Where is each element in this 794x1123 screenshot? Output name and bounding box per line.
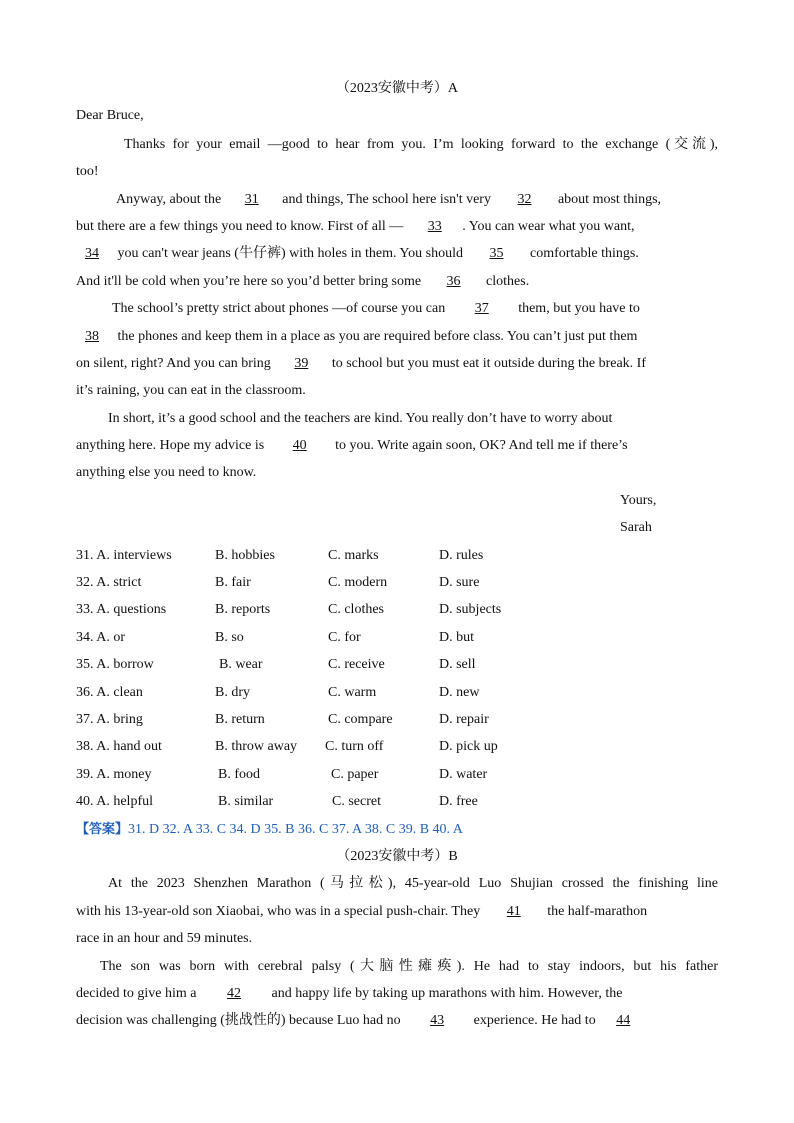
option-31-b[interactable]: B. hobbies	[215, 548, 275, 563]
passage-a-line-3: Anyway, about the 31 and things, The school here isn't very 32 about most things,	[116, 192, 662, 207]
option-33-c[interactable]: C. clothes	[328, 602, 384, 617]
option-37-a[interactable]: 37. A. bring	[76, 712, 143, 727]
option-38-b[interactable]: B. throw away	[215, 739, 298, 754]
blank-43[interactable]: 43	[430, 1013, 445, 1028]
option-31-d[interactable]: D. rules	[439, 548, 484, 563]
option-39-d[interactable]: D. water	[439, 767, 488, 782]
answer-key	[76, 821, 463, 839]
passage-a-line-7: The school’s pretty strict about phones —of course you can 37 them, but you have to	[112, 301, 640, 316]
passage-a-line-5: 34 you can't wear jeans (牛仔裤) with holes in them. You should 35 comfortable things.	[76, 245, 718, 263]
blank-33[interactable]: 33	[427, 219, 442, 234]
option-31-a[interactable]: 31. A. interviews	[76, 548, 172, 563]
option-39-a[interactable]: 39. A. money	[76, 767, 152, 782]
answer-tag: 【答案】	[76, 822, 129, 837]
option-39-b[interactable]: B. food	[218, 767, 260, 782]
passage-a-line-4: but there are a few things you need to know. First of all — 33 . You can wear what you want,	[76, 219, 635, 234]
answer-text: 31. D 32. A 33. C 34. D 35. B 36. C 37. A 38. C 39. B 40. A	[128, 822, 463, 837]
passage-a-line-2: too!	[76, 164, 99, 179]
passage-a-line-8: 38 the phones and keep them in a place as you are required before class. You can’t just put them	[76, 328, 718, 346]
passage-b-line-3: race in an hour and 59 minutes.	[76, 931, 253, 946]
option-37-b[interactable]: B. return	[215, 712, 265, 727]
option-33-d[interactable]: D. subjects	[439, 602, 502, 617]
option-32-c[interactable]: C. modern	[328, 575, 388, 590]
option-40-a[interactable]: 40. A. helpful	[76, 794, 153, 809]
passage-a-line-9: on silent, right? And you can bring 39 to school but you must eat it outside during the break. If	[76, 356, 646, 371]
blank-32[interactable]: 32	[517, 192, 532, 207]
passage-b-line-2: with his 13-year-old son Xiaobai, who was in a special push-chair. They 41 the half-marathon	[76, 904, 648, 919]
blank-42[interactable]: 42	[227, 986, 242, 1001]
option-40-b[interactable]: B. similar	[218, 794, 274, 809]
option-34-a[interactable]: 34. A. or	[76, 630, 125, 645]
blank-37[interactable]: 37	[474, 301, 489, 316]
option-36-c[interactable]: C. warm	[328, 685, 377, 700]
letter-signature: Sarah	[620, 520, 652, 535]
option-40-c[interactable]: C. secret	[332, 794, 381, 809]
option-38-d[interactable]: D. pick up	[439, 739, 498, 754]
option-33-a[interactable]: 33. A. questions	[76, 602, 167, 617]
blank-38[interactable]: 38	[85, 329, 99, 344]
section-a-heading: （2023安徽中考）A	[335, 81, 459, 96]
blank-40[interactable]: 40	[292, 438, 307, 453]
blank-39[interactable]: 39	[294, 356, 309, 371]
option-32-d[interactable]: D. sure	[439, 575, 480, 590]
blank-34[interactable]: 34	[85, 246, 99, 261]
passage-b-line-5: decided to give him a 42 and happy life by taking up marathons with him. However, the	[76, 986, 623, 1001]
passage-b-line-1: At the 2023 Shenzhen Marathon (马拉松), 45-year-old Luo Shujian crossed the finishing line	[108, 876, 718, 891]
blank-31[interactable]: 31	[244, 192, 259, 207]
section-b-heading: （2023安徽中考）B	[336, 849, 458, 864]
passage-a-line-13: anything else you need to know.	[76, 465, 257, 480]
passage-b-line-6: decision was challenging (挑战性的) because Luo had no 43 experience. He had to 44	[76, 1012, 718, 1030]
passage-a-line-10: it’s raining, you can eat in the classroom.	[76, 383, 306, 398]
salutation: Dear Bruce,	[76, 108, 144, 123]
option-36-a[interactable]: 36. A. clean	[76, 685, 143, 700]
blank-44[interactable]: 44	[616, 1013, 631, 1028]
blank-36[interactable]: 36	[446, 274, 461, 289]
passage-a-line-12: anything here. Hope my advice is 40 to you. Write again soon, OK? And tell me if there’s	[76, 438, 628, 453]
option-34-c[interactable]: C. for	[328, 630, 361, 645]
blank-35[interactable]: 35	[489, 246, 504, 261]
option-34-d[interactable]: D. but	[439, 630, 474, 645]
passage-a-line-1: Thanks for your email —good to hear from you. I’m looking forward to the exchange (交流),	[124, 137, 718, 152]
option-35-c[interactable]: C. receive	[328, 657, 385, 672]
option-37-d[interactable]: D. repair	[439, 712, 489, 727]
option-35-b[interactable]: B. wear	[219, 657, 263, 672]
option-31-c[interactable]: C. marks	[328, 548, 379, 563]
option-32-b[interactable]: B. fair	[215, 575, 251, 590]
option-39-c[interactable]: C. paper	[331, 767, 379, 782]
option-38-c[interactable]: C. turn off	[325, 739, 384, 754]
option-33-b[interactable]: B. reports	[215, 602, 271, 617]
option-34-b[interactable]: B. so	[215, 630, 244, 645]
option-35-d[interactable]: D. sell	[439, 657, 476, 672]
passage-a-line-11: In short, it’s a good school and the teachers are kind. You really don’t have to worry about	[108, 411, 613, 426]
option-37-c[interactable]: C. compare	[328, 712, 393, 727]
option-35-a[interactable]: 35. A. borrow	[76, 657, 154, 672]
option-32-a[interactable]: 32. A. strict	[76, 575, 142, 590]
option-36-b[interactable]: B. dry	[215, 685, 250, 700]
passage-a-line-6: And it'll be cold when you’re here so you’d better bring some 36 clothes.	[76, 274, 530, 289]
passage-b-line-4: The son was born with cerebral palsy (大脑性瘫痪). He had to stay indoors, but his father	[100, 959, 718, 974]
option-40-d[interactable]: D. free	[439, 794, 478, 809]
letter-closing: Yours,	[620, 493, 657, 508]
blank-41[interactable]: 41	[506, 904, 521, 919]
option-38-a[interactable]: 38. A. hand out	[76, 739, 162, 754]
option-36-d[interactable]: D. new	[439, 685, 480, 700]
